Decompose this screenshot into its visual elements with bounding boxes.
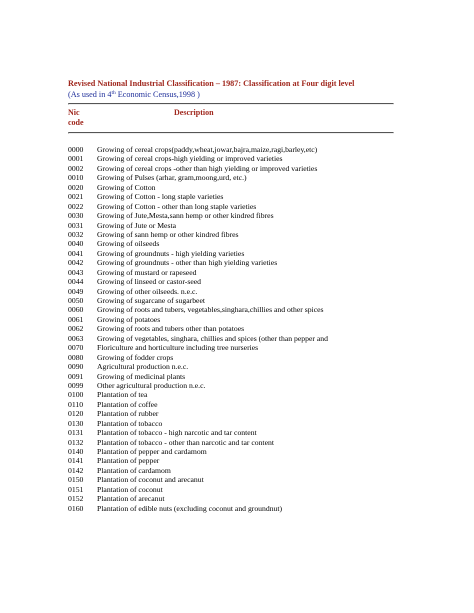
document-page [68, 78, 394, 513]
column-header-description: Description [174, 108, 214, 117]
description-cell: Growing of sugarcane of sugarbeet [97, 296, 206, 305]
description-cell: Growing of Jute,Mesta,sann hemp or other kindred fibres [97, 211, 274, 221]
column-header-nic-code: Nic code [68, 108, 84, 127]
description-cell: Plantation of rubber [97, 409, 159, 419]
description-cell: Growing of cereal crops-high yielding or improved varieties [97, 154, 283, 164]
nic-code-cell: 0049 [68, 286, 84, 296]
nic-code-cell: 0132 [68, 437, 84, 447]
nic-code-cell: 0060 [68, 305, 84, 315]
table-row [68, 221, 394, 230]
description-cell: Growing of fodder crops [97, 352, 174, 362]
table-row [68, 390, 394, 399]
nic-code-cell: 0090 [68, 362, 84, 372]
nic-code-cell: 0042 [68, 258, 84, 268]
description-cell: Growing of Jute or Mesta [97, 220, 176, 230]
description-cell: Other agricultural production n.e.c. [97, 380, 206, 390]
description-cell: Plantation of pepper [97, 456, 160, 466]
table-row [68, 183, 394, 192]
table-row [68, 494, 394, 503]
nic-code-cell: 0044 [68, 277, 84, 287]
table-row [68, 305, 394, 314]
description-cell: Growing of groundnuts - high yielding varieties [97, 248, 245, 258]
document-subtitle [68, 89, 394, 100]
table-row [68, 475, 394, 484]
table-row [68, 173, 394, 182]
subtitle-text-end: Economic Census,1998 ) [115, 90, 200, 99]
nic-code-cell: 0152 [68, 494, 84, 504]
table-row [68, 239, 394, 248]
document-title: Revised National Industrial Classification – 1987: Classification at Four digit level [68, 79, 355, 88]
table-row [68, 154, 394, 163]
description-cell: Plantation of tea [97, 390, 148, 400]
nic-code-cell: 0062 [68, 324, 84, 334]
description-cell: Agricultural production n.e.c. [97, 362, 189, 372]
nic-code-cell: 0160 [68, 503, 84, 513]
nic-code-cell: 0063 [68, 333, 84, 343]
table-row [68, 192, 394, 201]
nic-code-cell: 0030 [68, 211, 84, 221]
nic-code-cell: 0001 [68, 154, 84, 164]
description-cell: Growing of Cotton - other than long staple varieties [97, 201, 257, 211]
table-row [68, 409, 394, 418]
nic-code-cell: 0010 [68, 173, 84, 183]
nic-code-cell: 0040 [68, 239, 84, 249]
table-row [68, 249, 394, 258]
nic-code-cell: 0150 [68, 475, 84, 485]
table-row [68, 211, 394, 220]
nic-code-cell: 0140 [68, 447, 84, 456]
description-cell: Growing of oilseeds [97, 239, 160, 249]
description-cell: Growing of Cotton - long staple varieties [97, 192, 224, 202]
description-cell: Plantation of edible nuts (excluding coconut and groundnut) [97, 503, 283, 513]
table-row [68, 400, 394, 409]
description-cell: Growing of vegetables, singhara, chillies and spices (other than pepper and [97, 333, 328, 343]
description-cell: Growing of cereal crops(paddy,wheat,jowar,bajra,maize,ragi,barley,etc) [97, 145, 318, 154]
subtitle-superscript: th [111, 90, 116, 96]
nic-code-cell: 0050 [68, 296, 84, 305]
description-cell: Growing of other oilseeds. n.e.c. [97, 286, 198, 296]
nic-code-cell: 0110 [68, 399, 84, 409]
table-row [68, 324, 394, 333]
description-cell: Plantation of tobacco - other than narcotic and tar content [97, 437, 274, 447]
table-row [68, 353, 394, 362]
description-cell: Plantation of cardamom [97, 465, 171, 475]
table-row [68, 268, 394, 277]
description-cell: Growing of mustard or rapeseed [97, 267, 197, 277]
table-header [68, 105, 394, 132]
description-cell: Growing of groundnuts - other than high yielding varieties [97, 258, 278, 268]
table-row [68, 164, 394, 173]
nic-code-cell: 0080 [68, 352, 84, 362]
nic-code-cell: 0032 [68, 229, 84, 239]
nic-code-cell: 0061 [68, 314, 84, 324]
table-row [68, 372, 394, 381]
table-row [68, 466, 394, 475]
table-row [68, 287, 394, 296]
table-row [68, 485, 394, 494]
nic-code-cell: 0043 [68, 267, 84, 277]
nic-code-cell: 0099 [68, 380, 84, 390]
nic-code-cell: 0142 [68, 465, 84, 475]
nic-code-cell: 0100 [68, 390, 84, 400]
subtitle-text: (As used in 4 [68, 90, 112, 99]
nic-code-cell: 0130 [68, 418, 84, 428]
description-cell: Plantation of tobacco - high narcotic and tar content [97, 428, 257, 438]
description-cell: Growing of roots and tubers other than potatoes [97, 324, 245, 334]
description-cell: Plantation of coffee [97, 399, 158, 409]
table-row [68, 447, 394, 456]
description-cell: Plantation of arecanut [97, 494, 165, 504]
description-cell: Growing of Pulses (arhar, gram,moong,urd, etc.) [97, 173, 247, 183]
table-row [68, 258, 394, 267]
table-row [68, 419, 394, 428]
description-cell: Plantation of pepper and cardamom [97, 447, 207, 456]
nic-code-cell: 0041 [68, 248, 84, 258]
description-cell: Growing of linseed or castor-seed [97, 277, 202, 287]
description-cell: Floriculture and horticulture including tree nurseries [97, 343, 259, 353]
description-cell: Growing of cereal crops -other than high yielding or improved varieties [97, 163, 318, 173]
nic-code-cell: 0002 [68, 163, 84, 173]
table-row [68, 334, 394, 343]
nic-code-cell: 0070 [68, 343, 84, 353]
description-cell: Plantation of coconut [97, 484, 163, 494]
nic-code-cell: 0031 [68, 220, 84, 230]
nic-code-cell: 0022 [68, 201, 84, 211]
nic-code-cell: 0120 [68, 409, 84, 419]
table-row [68, 343, 394, 352]
nic-code-cell: 0151 [68, 484, 84, 494]
nic-code-cell: 0141 [68, 456, 84, 466]
nic-code-cell: 0091 [68, 371, 84, 381]
table-row [68, 296, 394, 305]
table-row [68, 456, 394, 465]
nic-code-cell: 0021 [68, 192, 84, 202]
table-row [68, 381, 394, 390]
table-row [68, 145, 394, 154]
table-row [68, 504, 394, 513]
description-cell: Growing of Cotton [97, 182, 156, 192]
description-cell: Plantation of coconut and arecanut [97, 475, 204, 485]
table-row [68, 362, 394, 371]
table-row [68, 277, 394, 286]
description-cell: Growing of potatoes [97, 314, 161, 324]
classification-table [68, 145, 394, 513]
table-row [68, 202, 394, 211]
table-row [68, 230, 394, 239]
table-row [68, 438, 394, 447]
description-cell: Growing of sann hemp or other kindred fibres [97, 229, 239, 239]
nic-code-cell: 0020 [68, 182, 84, 192]
description-cell: Growing of medicinal plants [97, 371, 186, 381]
header-bottom-rule [68, 132, 394, 134]
nic-code-cell: 0131 [68, 428, 84, 438]
table-row [68, 315, 394, 324]
description-cell: Growing of roots and tubers, vegetables,singhara,chillies and other spices [97, 305, 324, 315]
table-row [68, 428, 394, 437]
description-cell: Plantation of tobacco [97, 418, 163, 428]
nic-code-cell: 0000 [68, 145, 84, 154]
